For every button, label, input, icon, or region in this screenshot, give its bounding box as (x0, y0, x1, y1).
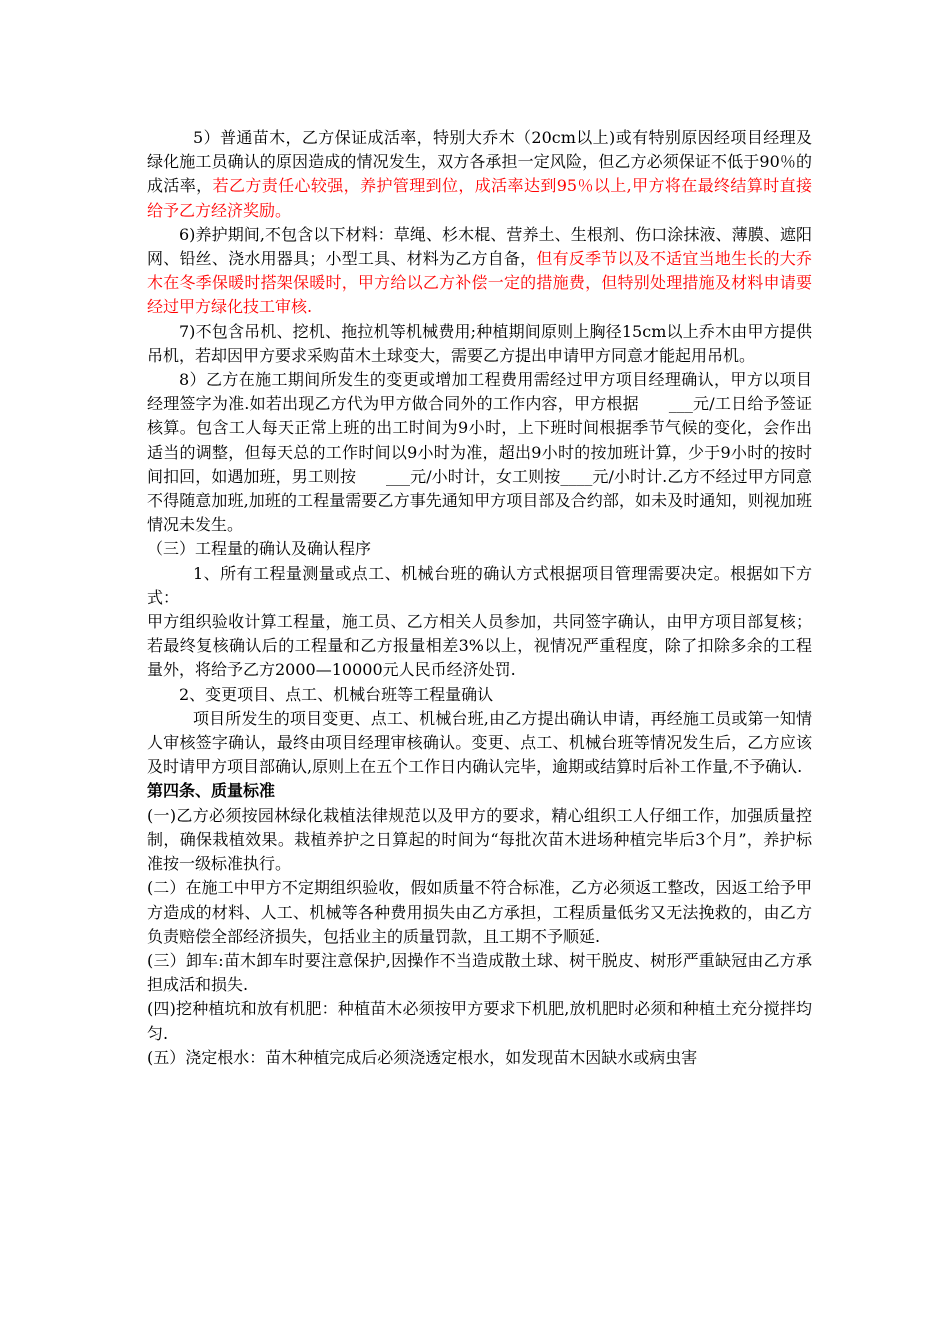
clause-5 (147, 126, 812, 223)
section-3-item-2: 2、变更项目、点工、机械台班等工程量确认 (179, 684, 494, 704)
article-4-para-5: (五）浇定根水：苗木种植完成后必须浇透定根水，如发现苗木因缺水或病虫害 (147, 1047, 698, 1067)
article-4-para-3: (三）卸车:苗木卸车时要注意保护,因操作不当造成散土球、树干脱皮、树形严重缺冠由乙方承担成活和损失. (147, 950, 812, 995)
section-3-item-1: 1、所有工程量测量或点工、机械台班的确认方式根据项目管理需要决定。根据如下方式： (147, 563, 812, 607)
clause-5-highlight: 若乙方责任心较强，养护管理到位，成活率达到95％以上,甲方将在最终结算时直接给予乙方经济奖励。 (147, 176, 812, 220)
clause-8-text-b: ___元/工日给予签证核算。包含工人每天正常上班的出工时间为9小时，上下班时间根据季节气候的变化，会作出适当的调整，但每天总的工作时间以9小时为准，超出9小时的按加班计算，少于9小时的按时间扣回，如遇加班，男工则按 (147, 394, 812, 486)
clause-7: 7)不包含吊机、挖机、拖拉机等机械费用;种植期间原则上胸径15cm以上乔木由甲方提供吊机，若却因甲方要求采购苗木土球变大，需要乙方提出申请甲方同意才能起用吊机。 (147, 321, 812, 365)
clause-6-text: 6)养护期间,不包含以下材料：草绳、杉木棍、营养土、生根剂、伤口涂抹液、薄膜、遮阳网、铅丝、浇水用器具；小型工具、材料为乙方自备， (147, 224, 812, 269)
clause-8-text-a: 8）乙方在施工期间所发生的变更或增加工程费用需经过甲方项目经理确认，甲方以项目经理签字为准.如若出现乙方代为甲方做合同外的工作内容，甲方根据 (147, 370, 812, 414)
section-3-item-1-body: 甲方组织验收计算工程量，施工员、乙方相关人员参加，共同签字确认，由甲方项目部复核；若最终复核确认后的工程量和乙方报量相差3%以上，视情况严重程度，除了扣除多余的工程量外，将给予乙方2000—10000元人民币经济处罚. (147, 612, 812, 680)
clause-6-highlight: 但有反季节以及不适宜当地生长的大乔木在冬季保暖时搭架保暖时，甲方给以乙方补偿一定的措施费，但特别处理措施及材料申请要经过甲方绿化技工审核. (147, 249, 812, 317)
article-4-para-1: (一)乙方必须按园林绿化栽植法律规范以及甲方的要求，精心组织工人仔细工作，加强质量控制，确保栽植效果。栽植养护之日算起的时间为“每批次苗木进场种植完毕后3个月”，养护标准按一级标准执行。 (147, 805, 812, 874)
section-3-title: （三）工程量的确认及确认程序 (147, 539, 372, 559)
clause-5-text: 5）普通苗木，乙方保证成活率，特别大乔木（20cm以上)或有特别原因经项目经理及绿化施工员确认的原因造成的情况发生，双方各承担一定风险，但乙方必须保证不低于90％的成活率， (147, 128, 812, 196)
section-3-item-2-body: 项目所发生的项目变更、点工、机械台班,由乙方提出确认申请，再经施工员或第一知情人审核签字确认，最终由项目经理审核确认。变更、点工、机械台班等情况发生后，乙方应该及时请甲方项目部确认,原则上在五个工作日内确认完毕，逾期或结算时后补工作量,不予确认. (147, 708, 812, 777)
clause-8 (147, 368, 812, 537)
article-4-title: 第四条、质量标准 (147, 781, 276, 801)
document-page (147, 126, 812, 1070)
clause-6 (147, 223, 812, 320)
clause-8-text-c: ___元/小时计，女工则按____元/小时计.乙方不经过甲方同意不得随意加班,加班的工程量需要乙方事先通知甲方项目部及合约部，如未及时通知，则视加班情况未发生。 (147, 466, 812, 535)
article-4-para-2: (二）在施工中甲方不定期组织验收，假如质量不符合标准，乙方必须返工整改，因返工给予甲方造成的材料、人工、机械等各种费用损失由乙方承担，工程质量低劣又无法挽救的，由乙方负责赔偿全部经济损失，包括业主的质量罚款，且工期不予顺延. (147, 878, 812, 946)
article-4-para-4: (四)挖种植坑和放有机肥：种植苗木必须按甲方要求下机肥,放机肥时必须和种植土充分搅拌均匀. (147, 999, 812, 1043)
